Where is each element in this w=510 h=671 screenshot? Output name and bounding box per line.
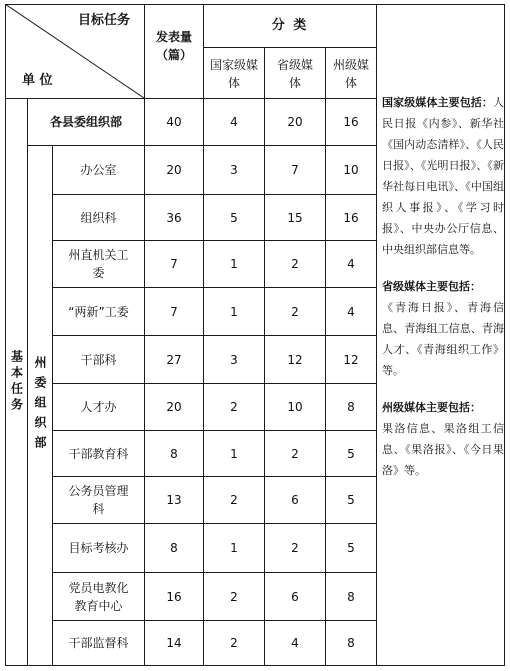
table-border-bottom: [5, 665, 505, 666]
table-border-right: [504, 4, 505, 666]
county-row-name: 各县委组织部: [49, 115, 122, 129]
row-prefecture: 8: [347, 400, 355, 414]
header-provincial-media: 省级媒体: [276, 58, 313, 90]
row-name: 公务员管理科: [68, 484, 129, 516]
media-notes: [382, 92, 504, 497]
notes-provincial: [382, 276, 504, 381]
row-prefecture: 4: [347, 304, 355, 319]
row-name: 党员电教化教育中心: [68, 580, 129, 613]
header-count-label: 发表量: [155, 30, 192, 44]
row-national: 1: [230, 446, 238, 461]
row-prefecture: 5: [347, 446, 355, 461]
row-national: 3: [230, 352, 238, 367]
row-prefecture: 5: [347, 541, 355, 555]
row-provincial: 2: [291, 446, 299, 461]
divider-category: [203, 47, 376, 48]
row-national: 1: [230, 304, 238, 319]
group-prefecture-committee: [28, 146, 52, 665]
notes-prefecture: [382, 397, 504, 481]
header-unit: 单 位: [22, 73, 53, 88]
divider-prefecture-notes: [376, 4, 377, 666]
row-total: 8: [170, 541, 178, 555]
row-name: 组织科: [80, 210, 117, 225]
row-prefecture: 5: [347, 493, 355, 507]
group-prefecture-committee-label: 州委组织部: [33, 355, 47, 456]
row-name: 目标考核办: [68, 541, 129, 555]
county-row-national: 4: [230, 115, 238, 129]
row-national: 2: [230, 589, 238, 604]
row-total: 13: [166, 493, 182, 507]
row-name: “两新”工委: [68, 304, 129, 319]
group-basic-task: [6, 99, 27, 665]
row-name: 干部科: [80, 352, 117, 367]
row-prefecture: 16: [343, 210, 359, 225]
header-target-task: 目标任务: [77, 13, 130, 28]
row-provincial: 2: [291, 304, 299, 319]
county-row-prefecture: 16: [343, 115, 359, 129]
row-provincial: 4: [291, 636, 299, 650]
row-national: 3: [230, 163, 238, 177]
row-total: 20: [166, 400, 182, 414]
notes-provincial-body: 《青海日报》、青海信息、青海组工信息、青海人才、《青海组织工作》等。: [382, 301, 504, 377]
row-prefecture: 12: [343, 352, 359, 367]
row-provincial: 2: [291, 257, 299, 271]
row-name: 干部教育科: [68, 446, 129, 461]
header-national-media: 国家级媒体: [210, 58, 259, 90]
row-provincial: 15: [287, 210, 303, 225]
row-name: 人才办: [80, 400, 117, 414]
notes-prefecture-head: 州级媒体主要包括：: [382, 401, 481, 414]
row-total: 7: [170, 257, 178, 271]
row-prefecture: 8: [347, 636, 355, 650]
notes-provincial-head: 省级媒体主要包括：: [382, 280, 481, 293]
row-national: 2: [230, 636, 238, 650]
row-provincial: 12: [287, 352, 303, 367]
row-national: 2: [230, 400, 238, 414]
row-total: 16: [166, 589, 182, 604]
row-prefecture: 10: [343, 163, 359, 177]
row-total: 20: [166, 163, 182, 177]
row-national: 5: [230, 210, 238, 225]
row-provincial: 2: [291, 541, 299, 555]
row-total: 8: [170, 446, 178, 461]
row-name: 办公室: [80, 163, 117, 177]
row-prefecture: 4: [347, 257, 355, 271]
header-category: 分 类: [271, 18, 309, 33]
row-national: 1: [230, 257, 238, 271]
group-basic-task-label: 基本任务: [9, 350, 24, 414]
row-provincial: 6: [291, 589, 299, 604]
row-name: 州直机关工委: [68, 248, 129, 280]
row-national: 1: [230, 541, 238, 555]
notes-national-body: 人民日报《内参》、新华社《国内动态清样》、《人民日报》、《光明日报》、《新华社每日电讯》、《中国组织人事报》、《学习时报》、中央办公厅信息、中央组织部信息等。: [382, 96, 504, 256]
notes-national-head: 国家级媒体主要包括：: [382, 96, 493, 109]
county-row-total: 40: [166, 115, 182, 129]
row-national: 2: [230, 493, 238, 507]
row-total: 27: [166, 352, 182, 367]
header-count: [145, 28, 203, 64]
row-total: 14: [166, 636, 182, 650]
header-prefecture-media: 州级媒体: [333, 58, 370, 90]
row-total: 7: [170, 304, 178, 319]
row-name: 干部监督科: [68, 636, 129, 650]
header-count-unit: （篇）: [155, 48, 192, 62]
notes-prefecture-body: 果洛信息、果洛组工信息、《果洛报》、《今日果洛》等。: [382, 422, 504, 477]
row-prefecture: 8: [347, 589, 355, 604]
row-provincial: 7: [291, 163, 299, 177]
notes-national: [382, 92, 504, 260]
county-row-provincial: 20: [287, 115, 303, 129]
row-provincial: 6: [291, 493, 299, 507]
row-provincial: 10: [287, 400, 303, 414]
row-total: 36: [166, 210, 182, 225]
